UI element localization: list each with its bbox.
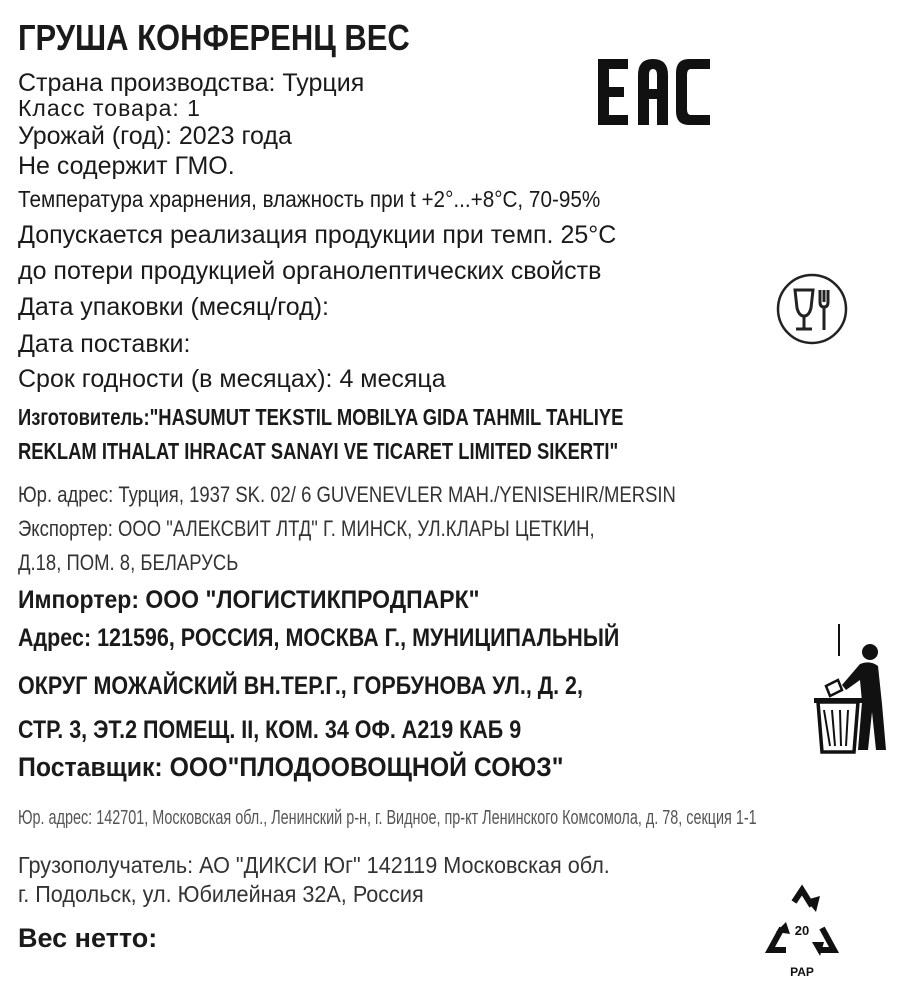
- importer-address-line-2: ОКРУГ МОЖАЙСКИЙ ВН.ТЕР.Г., ГОРБУНОВА УЛ., Д. 2,: [18, 672, 583, 700]
- product-title: ГРУША КОНФЕРЕНЦ ВЕС: [18, 17, 410, 58]
- consignee-line-1: Грузополучатель: АО "ДИКСИ Юг" 142119 Московская обл.: [18, 852, 610, 878]
- net-weight-line: Вес нетто:: [18, 923, 158, 953]
- supplier-address-line: Юр. адрес: 142701, Московская обл., Ленинский р-н, г. Видное, пр-кт Ленинского Комсомола, д. 78, секция 1-1: [18, 807, 757, 829]
- legal-address-line: Юр. адрес: Турция, 1937 SK. 02/ 6 GUVENEVLER MAH./YENISEHIR/MERSIN: [18, 482, 676, 507]
- delivery-date-line: Дата поставки:: [18, 330, 191, 358]
- eac-mark-icon: [590, 55, 720, 130]
- manufacturer-line-2: REKLAM ITHALAT IHRACAT SANAYI VE TICARET LIMITED SIKERTI": [18, 438, 619, 464]
- manufacturer-line-1: Изготовитель:"HASUMUT TEKSTIL MOBILYA GIDA TAHMIL TAHLIYE: [18, 404, 624, 430]
- importer-line: Импортер: ООО "ЛОГИСТИКПРОДПАРК": [18, 586, 480, 614]
- country-line: Страна производства: Турция: [18, 69, 365, 97]
- tidyman-trash-icon: [808, 640, 888, 755]
- shelf-life-line: Срок годности (в месяцах): 4 месяца: [18, 365, 446, 393]
- food-contact-icon: [775, 272, 849, 346]
- exporter-line-2: Д.18, ПОМ. 8, БЕЛАРУСЬ: [18, 550, 239, 575]
- sale-temp-line: Допускается реализация продукции при темп. 25°С: [18, 221, 617, 249]
- storage-line: Температура храрнения, влажность при t +2°...+8°С, 70-95%: [18, 186, 601, 212]
- gmo-line: Не содержит ГМО.: [18, 152, 235, 180]
- importer-address-line-1: Адрес: 121596, РОССИЯ, МОСКВА Г., МУНИЦИПАЛЬНЫЙ: [18, 624, 620, 652]
- harvest-line: Урожай (год): 2023 года: [18, 122, 292, 150]
- exporter-line-1: Экспортер: ООО "АЛЕКСВИТ ЛТД" Г. МИНСК, УЛ.КЛАРЫ ЦЕТКИН,: [18, 516, 595, 541]
- recycle-code: 20: [794, 923, 810, 938]
- supplier-line: Поставщик: ООО"ПЛОДООВОЩНОЙ СОЮЗ": [18, 752, 564, 782]
- importer-address-line-3: СТР. 3, ЭТ.2 ПОМЕЩ. II, КОМ. 34 ОФ. А219 КАБ 9: [18, 716, 522, 744]
- sale-temp-cont-line: до потери продукцией органолептических свойств: [18, 257, 602, 285]
- consignee-line-2: г. Подольск, ул. Юбилейная 32А, Россия: [18, 881, 424, 907]
- recycle-material: PAP: [790, 965, 814, 979]
- grade-line: Класс товара: 1: [18, 95, 201, 121]
- recycle-icon: [762, 884, 842, 982]
- pack-date-line: Дата упаковки (месяц/год):: [18, 293, 329, 321]
